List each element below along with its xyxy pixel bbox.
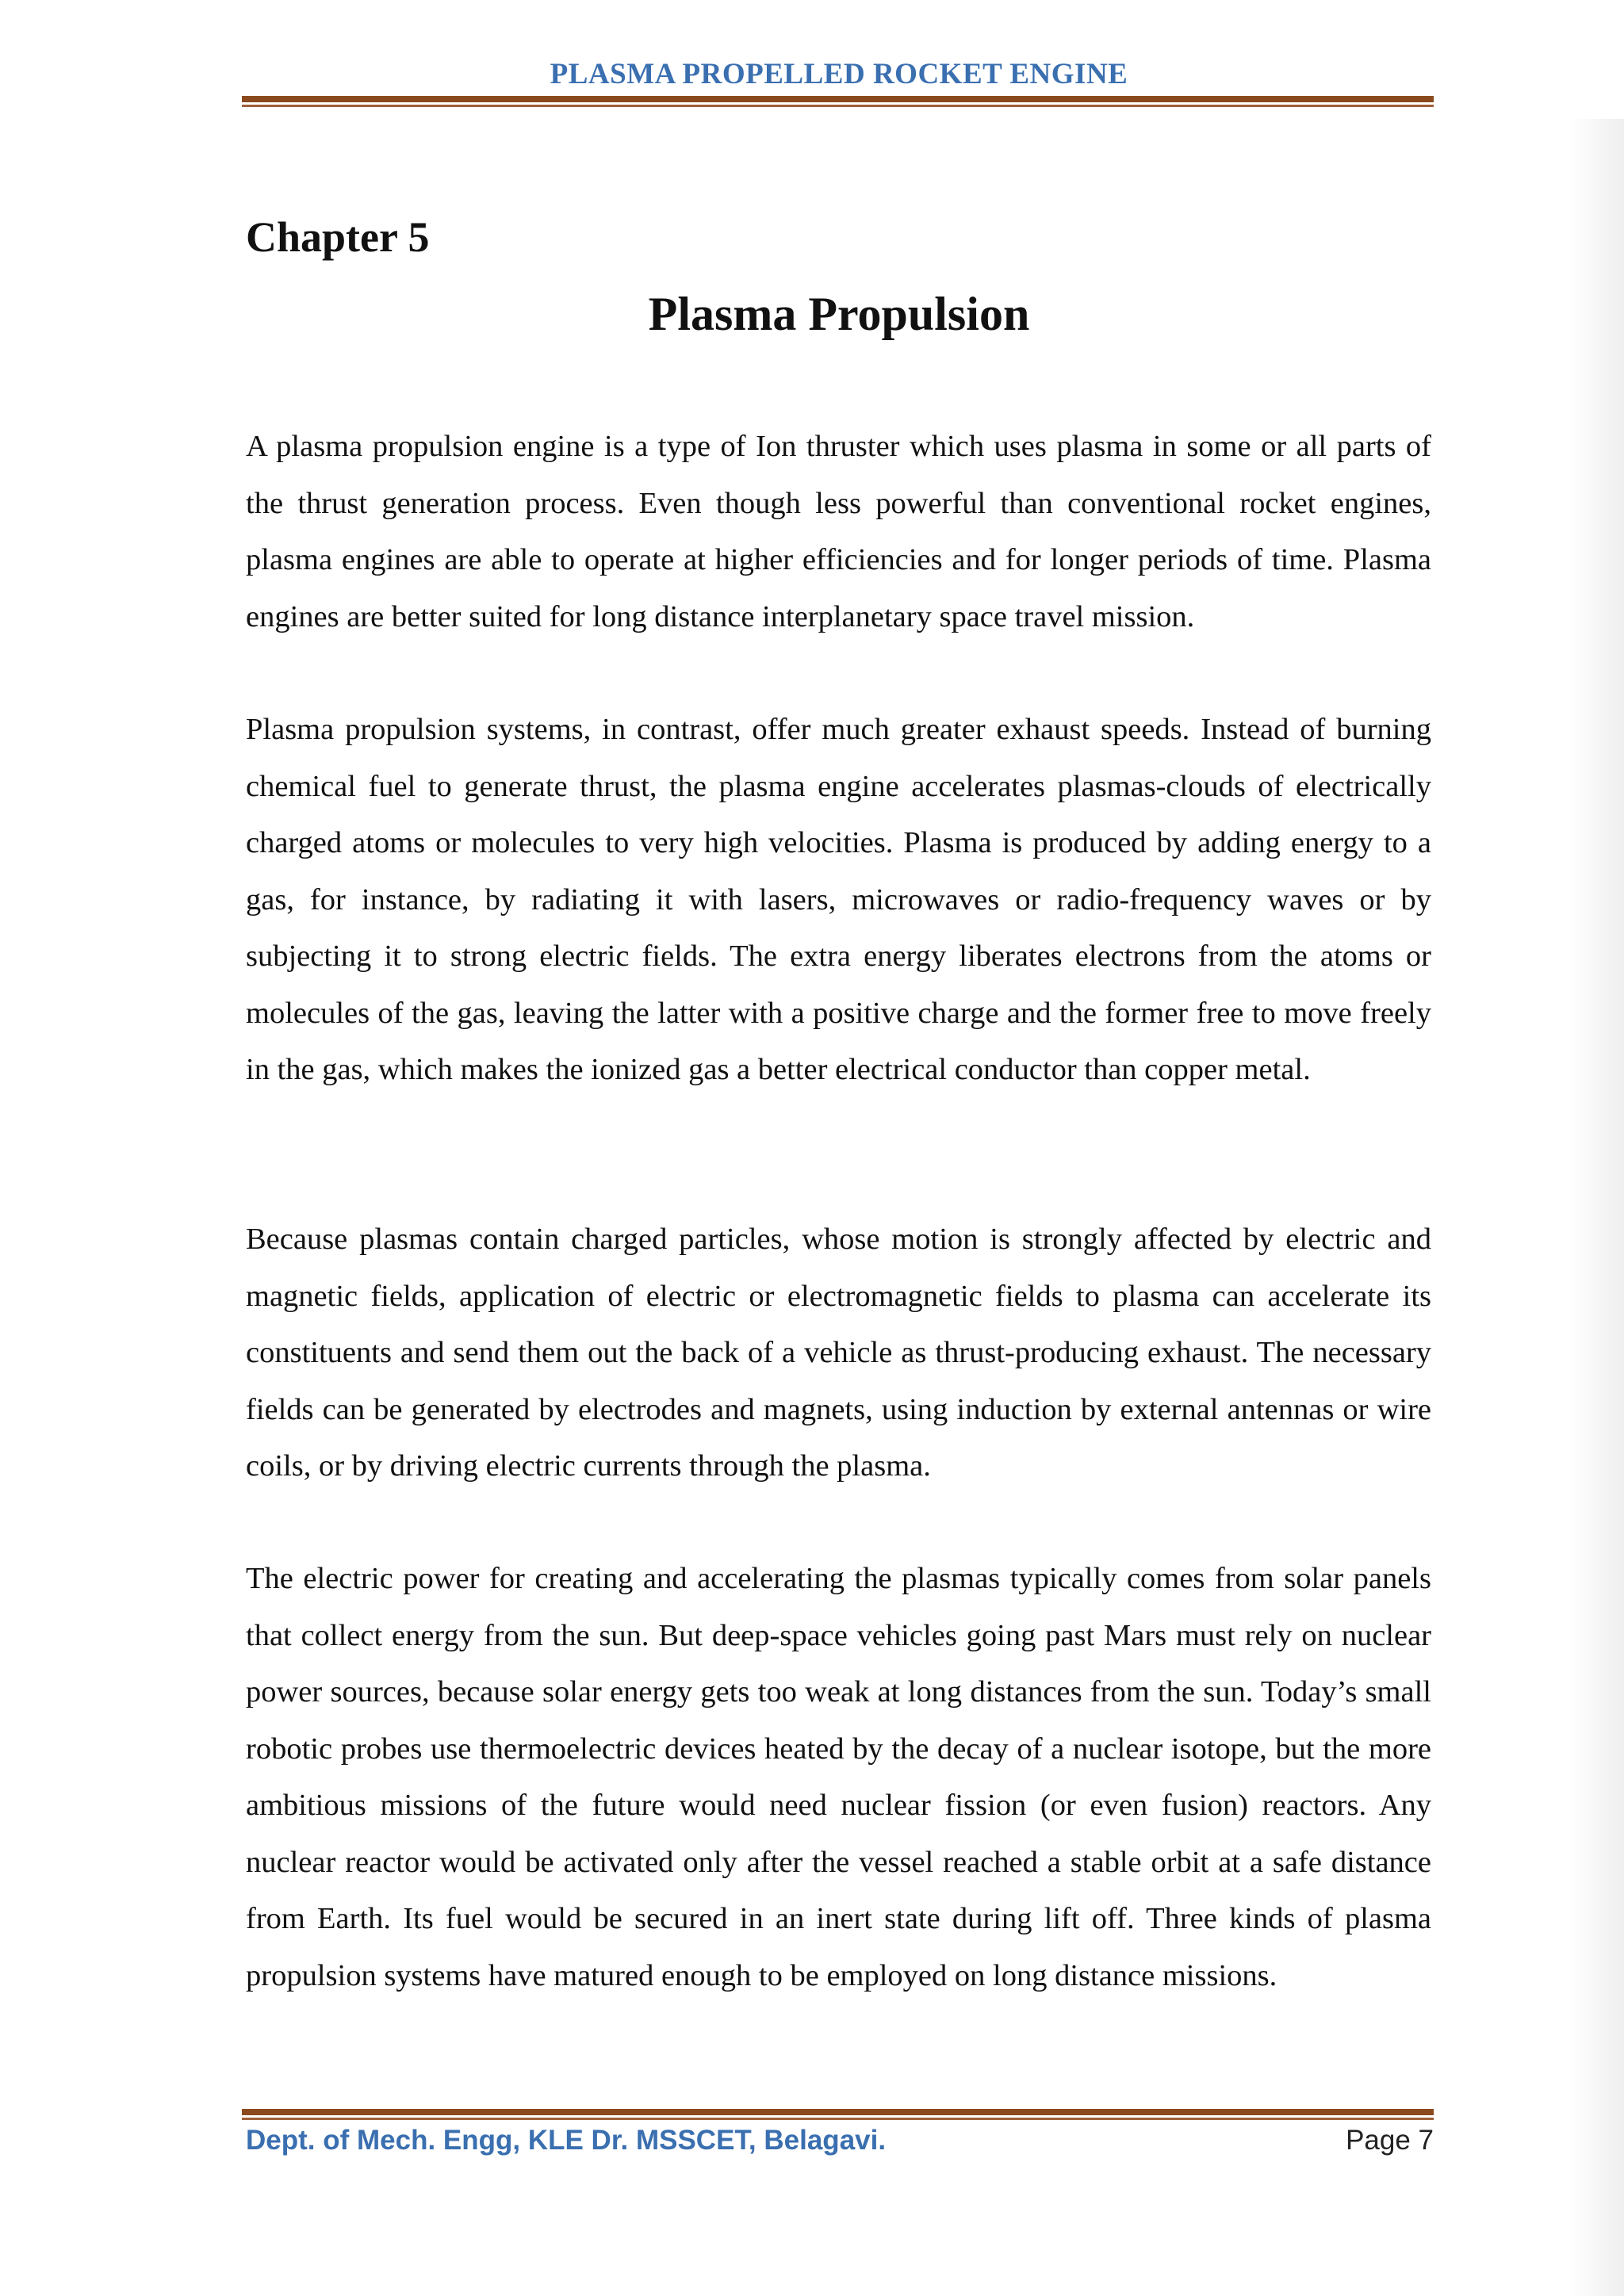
paragraph-3: Because plasmas contain charged particles, whose motion is strongly affected by electric and magnetic fields, application of electric or electromagnetic fields to plasma can accelerate its constituents and send them out the back of a vehicle as thrust-producing exhaust. The necessary fields can be generated by electrodes and magnets, using induction by external antennas or wire coils, or by driving electric currents through the plasma. — [246, 1223, 1431, 1483]
paragraph-1: A plasma propulsion engine is a type of Ion thruster which uses plasma in some or all parts of the thrust generation process. Even though less powerful than conventional rocket engines, plasma engines are able to operate at higher efficiencies and for longer periods of time. Plasma engines are better suited for long distance interplanetary space travel mission. — [246, 430, 1431, 633]
chapter-title: Plasma Propulsion — [648, 288, 1030, 340]
footer-divider — [242, 2109, 1434, 2120]
paragraph-4: The electric power for creating and accelerating the plasmas typically comes from solar panels that collect energy from the sun. But deep-space vehicles going past Mars must rely on nuclear power sources, because solar energy gets too weak at long distances from the sun. Today’s small robotic probes use thermoelectric devices heated by the decay of a nuclear isotope, but the more ambitious missions of the future would need nuclear fission (or even fusion) reactors. Any nuclear reactor would be activated only after the vessel reached a stable orbit at a safe distance from Earth. Its fuel would be secured in an inert state during lift off. Three kinds of plasma propulsion systems have matured enough to be employed on long distance missions. — [246, 1562, 1431, 1992]
footer-department: Dept. of Mech. Engg, KLE Dr. MSSCET, Belagavi. — [246, 2125, 887, 2156]
page-edge-shadow — [1568, 119, 1624, 2296]
paragraph-2: Plasma propulsion systems, in contrast, offer much greater exhaust speeds. Instead of burning chemical fuel to generate thrust, the plasma engine accelerates plasmas-clouds of electrically charged atoms or molecules to very high velocities. Plasma is produced by adding energy to a gas, for instance, by radiating it with lasers, microwaves or radio-frequency waves or by subjecting it to strong electric fields. The extra energy liberates electrons from the atoms or molecules of the gas, leaving the latter with a positive charge and the former free to move freely in the gas, which makes the ionized gas a better electrical conductor than copper metal. — [246, 713, 1431, 1086]
chapter-label: Chapter 5 — [246, 213, 430, 261]
page-number: Page 7 — [1346, 2125, 1434, 2156]
running-header: PLASMA PROPELLED ROCKET ENGINE — [550, 58, 1128, 90]
header-divider — [242, 96, 1434, 107]
